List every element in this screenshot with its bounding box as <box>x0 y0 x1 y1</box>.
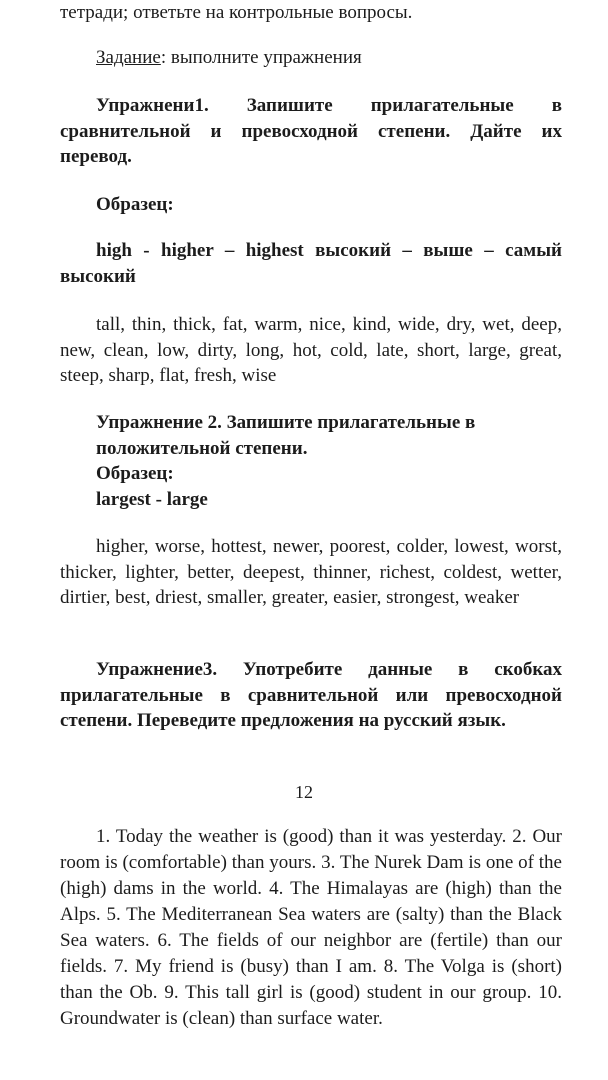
exercise1-sample-label: Образец: <box>96 194 174 215</box>
exercise1-sample: high - higher – highest высокий – выше – самый высокий <box>60 240 562 287</box>
exercise2-sample: largest - large <box>96 488 208 510</box>
task-line <box>60 45 562 71</box>
exercise2-words: higher, worse, hottest, newer, poorest, colder, lowest, worst, thicker, lighter, better, deepest, thinner, richest, coldest, wetter, dirtier, best, driest, smaller, greater, easier, strongest, weaker <box>60 536 562 608</box>
exercise2-header <box>60 410 562 512</box>
exercise2-sample-label: Образец: <box>96 463 174 484</box>
task-label: Задание <box>96 47 161 68</box>
exercise3-sentences: 1. Today the weather is (good) than it was yesterday. 2. Our room is (comfortable) than yours. 3. The Nurek Dam is one of the (high) dams in the world. 4. The Himalayas are (high) than the Alps. 5. The Mediterranean Sea waters are (salty) than the Black Sea waters. 6. The fields of our neighbor are (fertile) than our fields. 7. My friend is (busy) than I am. 8. The Volga is (short) than the Ob. 9. This tall girl is (good) student in our group. 10. Groundwater is (clean) than surface water. <box>60 826 562 1029</box>
task-text: : выполните упражнения <box>160 47 362 68</box>
exercise1-heading: Упражнени1. Запишите прилагательные в сравнительной и превосходной степени. Дайте их перевод. <box>60 95 562 167</box>
exercise2-heading-line1: Упражнение 2. Запишите прилагательные в <box>96 412 476 433</box>
exercise2-heading-line2: положительной степени. <box>96 437 308 459</box>
exercise1-words: tall, thin, thick, fat, warm, nice, kind, wide, dry, wet, deep, new, clean, low, dirty, long, hot, cold, late, short, large, great, steep, sharp, flat, fresh, wise <box>60 314 562 386</box>
page-number: 12 <box>295 782 313 802</box>
intro-text: тетради; ответьте на контрольные вопросы. <box>60 2 413 23</box>
intro-line <box>60 0 562 26</box>
exercise3-heading: Упражнение3. Употребите данные в скобках прилагательные в сравнительной или превосходной степени. Переведите предложения на русский язык. <box>60 659 562 731</box>
